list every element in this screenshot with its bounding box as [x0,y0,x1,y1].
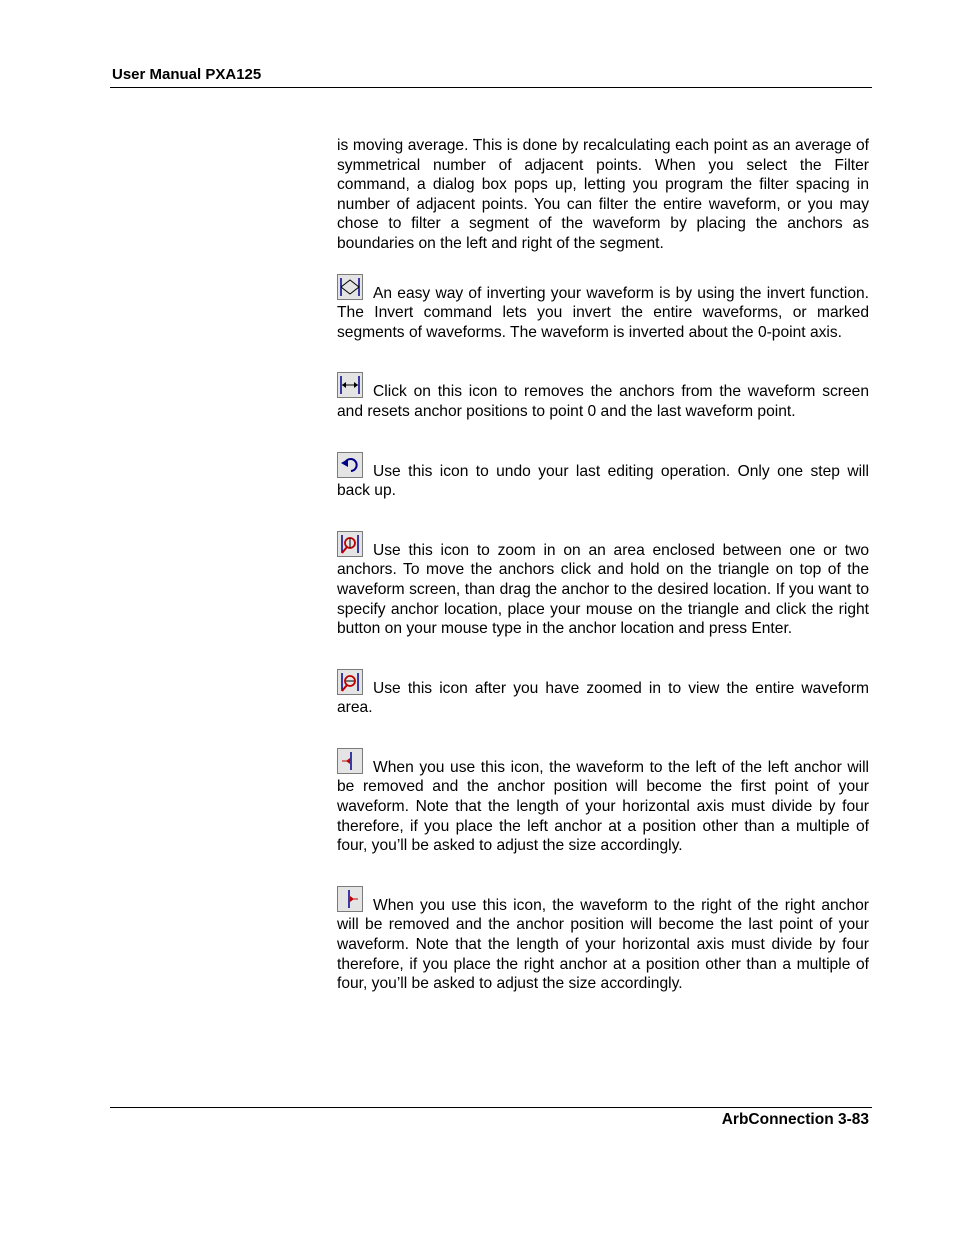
paragraph-text: Click on this icon to removes the anchors from the waveform screen and resets anchor positions to point 0 and the last waveform point. [337,383,869,420]
paragraph-invert [337,274,869,343]
content-column [337,136,869,1024]
paragraph-text: When you use this icon, the waveform to the right of the right anchor will be removed and the anchor position will become the last point of your waveform. Note that the length of your horizontal axis must divide by four therefore, if you place the right anchor at a position other than a multiple of four, you’ll be asked to adjust the size accordingly. [337,896,869,993]
header-rule [110,87,872,88]
paragraph-text: When you use this icon, the waveform to the left of the left anchor will be removed and the anchor position will become the first point of your waveform. Note that the length of your horizontal axis must divide by four therefore, if you place the left anchor at a position other than a multiple of four, you’ll be asked to adjust the size accordingly. [337,758,869,855]
paragraph-text: is moving average. This is done by recalculating each point as an average of symmetrical number of adjacent points. When you select the Filter command, a dialog box pops up, letting you program the filter spacing in number of adjacent points. You can filter the entire waveform, or you may chose to filter a segment of the waveform by placing the anchors as boundaries on the left and right of the segment. [337,137,869,252]
page-label: ArbConnection 3-83 [721,1111,869,1128]
paragraph-trim-right [337,886,869,994]
remove-anchors-icon [337,372,363,398]
header-title: User Manual PXA125 [112,66,262,83]
trim-left-icon [337,748,363,774]
paragraph-zoom-out [337,669,869,718]
paragraph-trim-left [337,748,869,856]
undo-icon [337,452,363,478]
footer-rule [110,1107,872,1108]
trim-right-icon [337,886,363,912]
paragraph-remove-anchors [337,372,869,421]
paragraph-undo [337,452,869,501]
paragraph-text: Use this icon after you have zoomed in to view the entire waveform area. [337,679,869,717]
zoom-in-icon [337,531,363,557]
zoom-out-icon [337,669,363,695]
paragraph-text: Use this icon to zoom in on an area enclosed between one or two anchors. To move the anchors click and hold on the triangle on top of the waveform screen, than drag the anchor to the desired location. If you want to specify anchor location, place your mouse on the triangle and click the right button on your mouse type in the anchor location and press Enter. [337,541,869,638]
paragraph-filter [337,136,869,254]
invert-icon [337,274,363,300]
paragraph-zoom-in [337,531,869,639]
paragraph-text: An easy way of inverting your waveform is by using the invert function. The Invert command lets you invert the entire waveforms, or marked segments of waveforms. The waveform is inverted about the 0-point axis. [337,284,869,341]
paragraph-text: Use this icon to undo your last editing operation. Only one step will back up. [337,462,869,500]
